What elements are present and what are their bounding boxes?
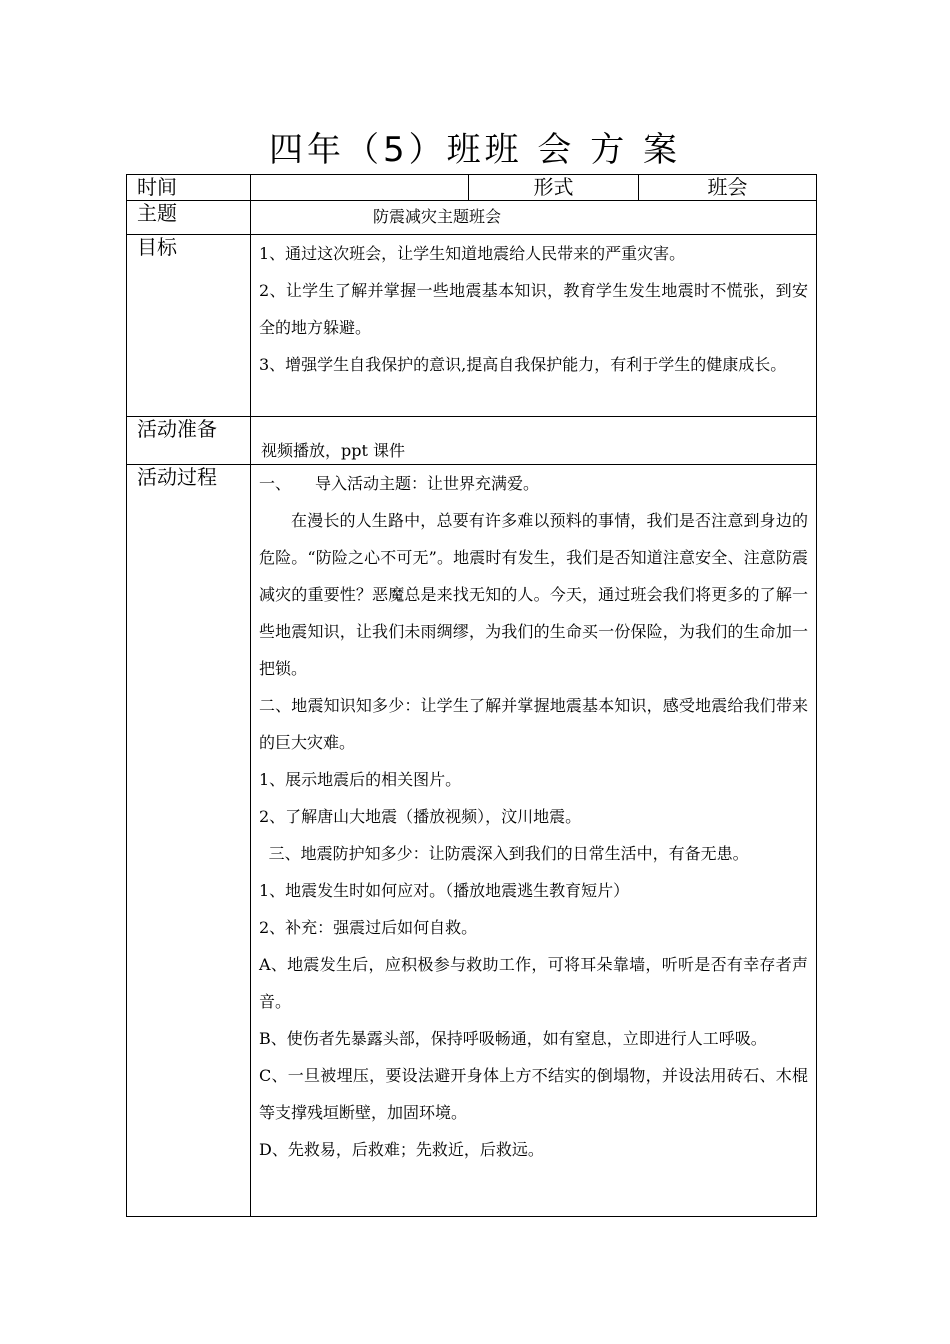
process-paragraph: 2、了解唐山大地震（播放视频），汶川地震。 <box>259 807 582 826</box>
goal-line: 1、通过这次班会，让学生知道地震给人民带来的严重灾害。 <box>259 244 686 263</box>
prep-label: 活动准备 <box>127 417 251 465</box>
process-paragraph: C、一旦被埋压，要设法避开身体上方不结实的倒塌物，并设法用砖石、木棍等支撑残垣断壁，加固环境。 <box>259 1066 808 1122</box>
process-content <box>251 465 817 1217</box>
theme-value: 防震减灾主题班会 <box>251 201 817 235</box>
goal-line: 2、让学生了解并掌握一些地震基本知识，教育学生发生地震时不慌张，到安全的地方躲避。 <box>259 281 808 337</box>
process-paragraph: B、使伤者先暴露头部，保持呼吸畅通，如有窒息，立即进行人工呼吸。 <box>259 1029 767 1048</box>
process-paragraph: A、地震发生后，应积极参与救助工作，可将耳朵靠墙，听听是否有幸存者声音。 <box>259 955 808 1011</box>
row-process <box>127 465 817 1217</box>
process-paragraph: 2、补充：强震过后如何自救。 <box>259 918 478 937</box>
row-prep <box>127 417 817 465</box>
process-paragraph: 1、地震发生时如何应对。（播放地震逃生教育短片） <box>259 881 630 900</box>
form-label: 形式 <box>469 175 639 201</box>
prep-value: 视频播放，ppt 课件 <box>251 417 817 465</box>
page-title: 四年（5）班班 会 方 案 <box>268 130 682 170</box>
row-theme <box>127 201 817 235</box>
process-paragraph: 在漫长的人生路中，总要有许多难以预料的事情，我们是否注意到身边的危险。“防险之心不可无”。地震时有发生，我们是否知道注意安全、注意防震减灾的重要性？恶魔总是来找无知的人。今天，通过班会我们将更多的了解一些地震知识，让我们未雨绸缪，为我们的生命买一份保险，为我们的生命加一把锁。 <box>259 511 808 678</box>
process-label: 活动过程 <box>127 465 251 1217</box>
time-value <box>251 175 469 201</box>
goal-label: 目标 <box>127 235 251 417</box>
time-label: 时间 <box>127 175 251 201</box>
form-value: 班会 <box>639 175 817 201</box>
theme-label: 主题 <box>127 201 251 235</box>
process-paragraph: D、先救易，后救难；先救近，后救远。 <box>259 1140 544 1159</box>
process-paragraph: 1、展示地震后的相关图片。 <box>259 770 462 789</box>
goal-line: 3、增强学生自我保护的意识,提高自我保护能力，有利于学生的健康成长。 <box>259 355 787 374</box>
process-paragraph: 二、地震知识知多少：让学生了解并掌握地震基本知识，感受地震给我们带来的巨大灾难。 <box>259 696 808 752</box>
process-paragraph: 三、地震防护知多少：让防震深入到我们的日常生活中，有备无患。 <box>268 844 749 863</box>
goal-content <box>251 235 817 417</box>
row-goal <box>127 235 817 417</box>
row-time <box>127 175 817 201</box>
process-paragraph: 一、 导入活动主题：让世界充满爱。 <box>259 474 540 493</box>
plan-table <box>126 174 817 1217</box>
